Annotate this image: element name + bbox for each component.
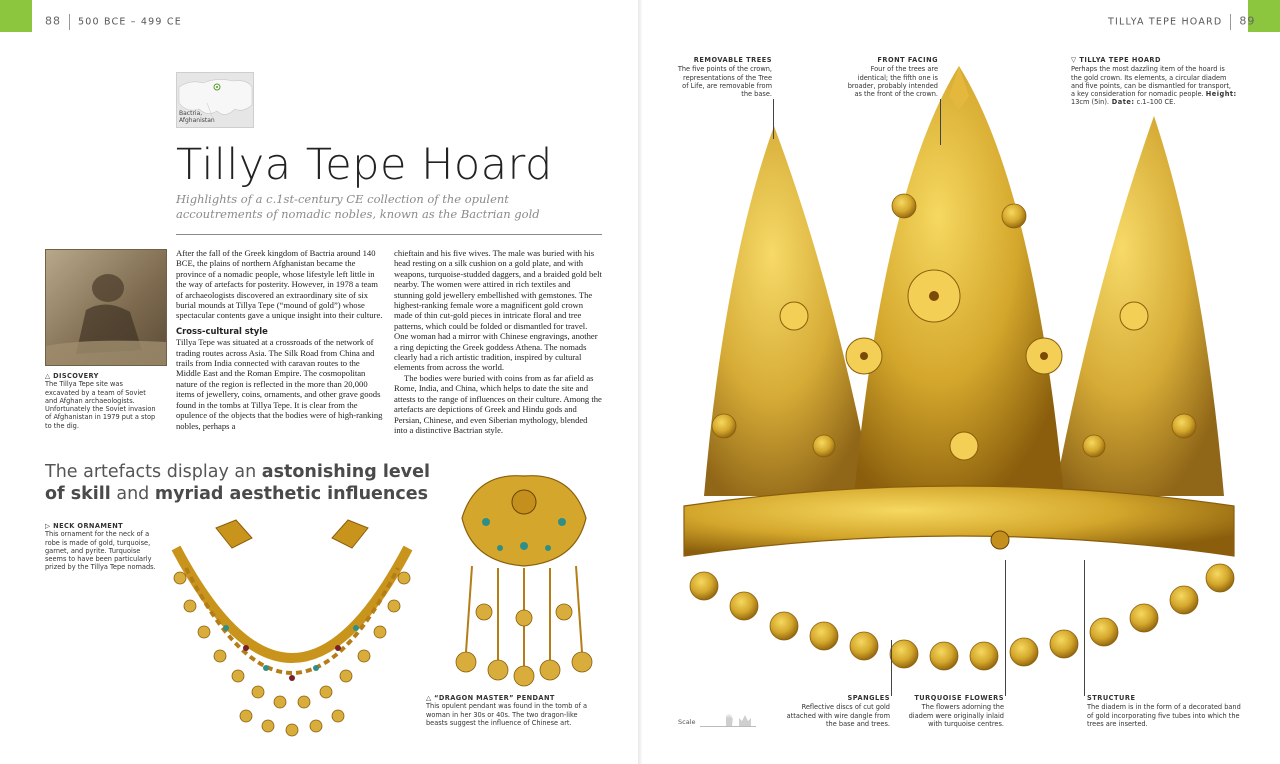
neck-ornament-caption: [45, 522, 157, 572]
annotation-tillya-tepe-hoard: [1071, 56, 1237, 107]
annotation-heading: REMOVABLE TREES: [693, 56, 772, 64]
page-number: 89: [1239, 14, 1256, 28]
hand-icon: [724, 712, 734, 726]
neck-ornament-caption-text: This ornament for the neck of a robe is made of gold, turquoise, garnet, and pyrite. Turquoise seems to have been particularly prized by the Tillya Tepe nomads.: [45, 530, 156, 572]
map-label: Bactria, Afghanistan: [179, 110, 215, 124]
annotation-text: Perhaps the most dazzling item of the hoard is the gold crown. Its elements, a circular diadem and five points, can be dismantled for transport, a key consideration for nomadic people.: [1071, 65, 1232, 99]
annotation-heading: STRUCTURE: [1087, 694, 1136, 702]
running-head: 500 BCE – 499 CE: [78, 16, 182, 28]
pendant-caption-heading: △ “DRAGON MASTER” PENDANT: [426, 694, 555, 702]
neck-ornament-caption-heading: ▷ NECK ORNAMENT: [45, 522, 124, 530]
discovery-caption-heading: △ DISCOVERY: [45, 372, 99, 380]
page-gutter: [638, 0, 642, 764]
annotation-text: Four of the trees are identical; the fifth one is broader, probably intended as the front of the crown.: [847, 65, 938, 99]
annotation-heading: TURQUOISE FLOWERS: [914, 694, 1004, 702]
annotation-structure: [1087, 694, 1247, 728]
pendant-caption: [426, 694, 596, 727]
leader-line: [1005, 560, 1006, 696]
section-tab: [0, 0, 32, 32]
annotation-turquoise-flowers: [904, 694, 1004, 728]
annotation-heading: SPANGLES: [847, 694, 890, 702]
annotation-text: The diadem is in the form of a decorated band of gold incorporating five tubes into which the trees are inserted.: [1087, 703, 1241, 728]
page-subtitle: Highlights of a c.1st-century CE collection of the opulent accoutrements of nomadic nobles, known as the Bactrian gold: [176, 192, 540, 221]
pull-quote-text: and: [110, 484, 155, 504]
discovery-photo: [45, 249, 167, 366]
annotation-label: Date:: [1108, 98, 1135, 107]
pull-quote: [45, 461, 445, 505]
body-column-1: [176, 248, 383, 431]
annotation-text: Reflective discs of cut gold attached with wire dangle from the base and trees.: [786, 703, 890, 728]
left-folio: [45, 14, 182, 30]
body-paragraph: After the fall of the Greek kingdom of Bactria around 140 BCE, the plains of northern Afghanistan became the province of a nomadic people, whose lifestyle left little in the way of artefacts for posterity. However, in 1978 a team of archaeologists discovered an extraordinary site of six burial mounds at Tillya Tepe (“mound of gold”) whose spectacular contents gave a unique insight into their culture.: [176, 248, 383, 321]
body-column-2: [394, 248, 602, 435]
annotation-label: Height:: [1205, 90, 1237, 99]
annotation-heading: FRONT FACING: [877, 56, 938, 64]
annotation-value: 13cm (5in).: [1071, 98, 1109, 107]
annotation-front-facing: [840, 56, 938, 98]
body-subhead: Cross-cultural style: [176, 325, 268, 336]
annotation-text: The five points of the crown, representations of the Tree of Life, are removable from the base.: [677, 65, 772, 99]
leader-line: [773, 99, 774, 139]
leader-line: [940, 99, 941, 145]
running-head: TILLYA TEPE HOARD: [1108, 16, 1223, 28]
dragon-master-pendant-image: [426, 462, 622, 690]
annotation-removable-trees: [676, 56, 772, 98]
pull-quote-emphasis: myriad aesthetic influences: [154, 484, 429, 504]
pull-quote-emphasis: astonishing level of skill: [45, 462, 430, 504]
body-paragraph: Tillya Tepe was situated at a crossroads of the network of trading routes across Asia. The Silk Road from China and trails from India connected with caravan routes to the Middle East and the Roman Empire. The cosmopolitan nature of the region is reflected in the more than 20,000 items of jewellery, coins, ornaments, and other grave goods found in the tombs at Tillya Tepe. It is clear from the opulence of the objects that the bodies were of high-ranking nobles, perhaps a: [176, 337, 383, 431]
body-paragraph: chieftain and his five wives. The male was buried with his head resting on a silk cushion on a gold plate, and with weapons, turquoise-studded daggers, and a braided gold belt nearby. The women were attired in rich textiles and stunning gold jewellery embellished with gemstones. The highest-ranking female wore a magnificent gold crown made of thin cut-gold pieces in intricate floral and tree patterns, which could be folded or dismantled for travel. One woman had a mirror with Chinese engravings, another a ring depicting the Greek goddess Athena. The nomads clearly had a rich artistic tradition, inspired by cultural elements from across the world.: [394, 248, 602, 373]
right-folio: [1108, 14, 1255, 30]
scale-label: Scale: [678, 718, 696, 726]
crown-silhouette-icon: [738, 714, 752, 726]
discovery-caption-text: The Tillya Tepe site was excavated by a team of Soviet and Afghan archaeologists. Unfortunately the Soviet invasion of Afghanistan in 1979 put a stop to the dig.: [45, 380, 156, 430]
pendant-caption-text: This opulent pendant was found in the tomb of a woman in her 30s or 40s. The two dragon-like beasts suggest the influence of Chinese art.: [426, 702, 588, 727]
body-paragraph: The bodies were buried with coins from as far afield as Rome, India, and China, which helps to date the site and attests to the range of influences on their culture. Among the artefacts are depictions of Greek and Hindu gods and Persian, Chinese, and even Siberian mythology, blended into a distinctive Bactrian style.: [394, 372, 602, 435]
neck-ornament-image: [156, 508, 428, 744]
page-number: 88: [45, 14, 61, 28]
pull-quote-text: The artefacts display an: [45, 462, 262, 482]
annotation-value: c.1–100 CE.: [1134, 98, 1176, 107]
title-rule: [176, 234, 602, 235]
leader-line: [891, 640, 892, 696]
discovery-caption: [45, 372, 157, 430]
gold-crown-image: [664, 66, 1254, 676]
scale-indicator: [678, 712, 758, 728]
page-title: Tillya Tepe Hoard: [176, 140, 553, 190]
leader-line: [1084, 560, 1085, 696]
annotation-text: The flowers adorning the diadem were originally inlaid with turquoise centres.: [908, 703, 1004, 728]
annotation-heading: ▽ TILLYA TEPE HOARD: [1071, 56, 1161, 64]
annotation-spangles: [776, 694, 890, 728]
